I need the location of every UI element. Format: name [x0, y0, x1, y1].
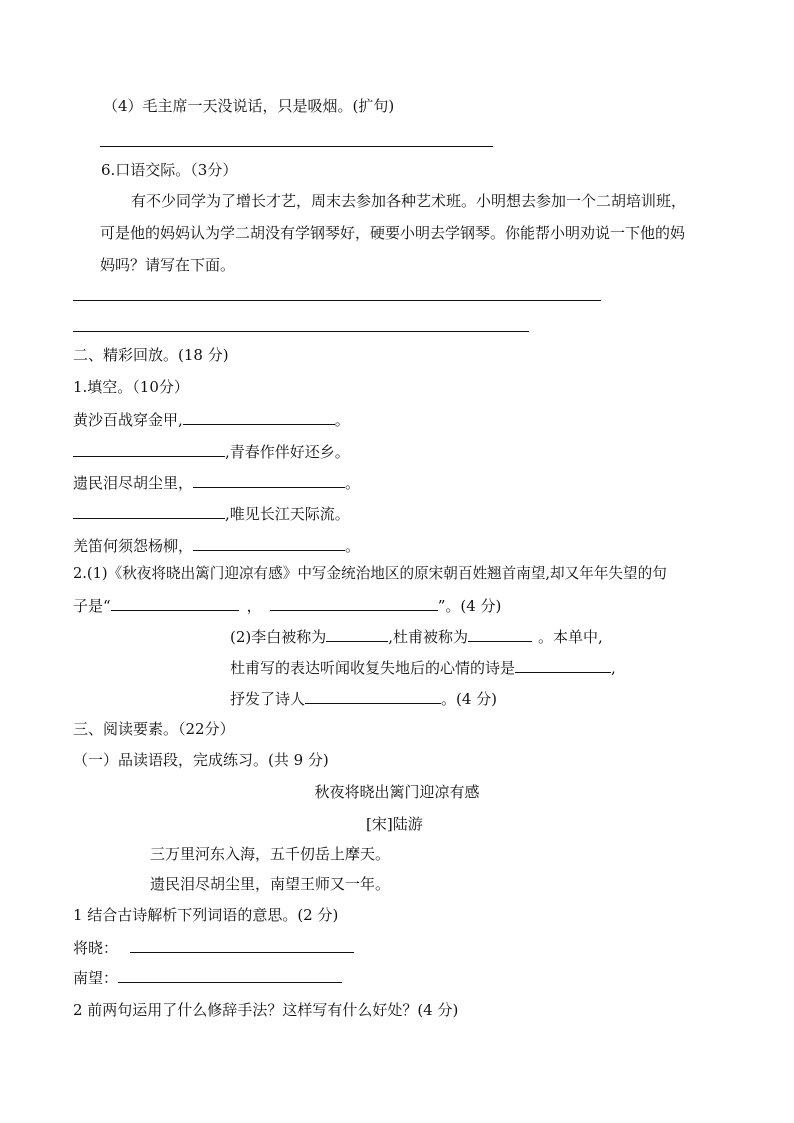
q2-1-answer-line: [73, 595, 501, 616]
q2-2-line-3: [230, 688, 497, 709]
q2-2-poem-text: 杜甫写的表达听闻收复失地后的心情的诗是: [230, 659, 516, 677]
fill-blank-line-4: [73, 503, 350, 524]
answer-line-q6-2[interactable]: [73, 331, 529, 332]
q2-2-blank-poem[interactable]: [515, 657, 611, 673]
q6-paragraph-line-2: 可是他的妈妈认为学二胡没有学钢琴好，硬要小明去学钢琴。你能帮小明劝说一下他的妈: [100, 224, 686, 242]
answer-blank-nanwang[interactable]: [118, 967, 342, 983]
section-3-heading: 三、阅读要素。（22分）: [73, 720, 235, 738]
q2-2-libai-text: (2)李白被称为: [230, 628, 327, 646]
reading-q1-word-1: [73, 937, 354, 958]
fill-line-4-text: ,唯见长江天际流。: [225, 505, 350, 523]
word-nanwang-label: 南望：: [73, 969, 119, 987]
q6-paragraph-line-1: 有不少同学为了增长才艺，周末去参加各种艺术班。小明想去参加一个二胡培训班，: [131, 192, 687, 210]
section-3-sub-heading: （一）品读语段，完成练习。(共 9 分): [73, 751, 329, 769]
fill-blank-line-2: [73, 441, 350, 462]
q2-2-blank-feeling[interactable]: [305, 688, 441, 704]
fill-blank-3[interactable]: [193, 472, 345, 488]
q2-2-line-2: [230, 657, 616, 678]
fill-line-5-end: 。: [345, 537, 361, 555]
q2-2-feeling-text: 抒发了诗人: [230, 690, 306, 708]
q2-2-comma: ,: [611, 659, 616, 677]
q2-1-comma: ，: [246, 597, 262, 615]
fill-blank-line-3: [73, 472, 360, 493]
answer-blank-jiangxiao[interactable]: [130, 937, 354, 953]
answer-line-q6-1[interactable]: [73, 300, 601, 301]
q2-1-blank-b[interactable]: [270, 595, 438, 611]
q2-2-line-1: [230, 626, 603, 647]
fill-line-3-text: 遗民泪尽胡尘里，: [73, 474, 194, 492]
poem-author: [宋]陆游: [366, 815, 423, 833]
question-4-text: （4）毛主席一天没说话，只是吸烟。(扩句): [103, 97, 395, 115]
fill-blank-4[interactable]: [73, 503, 225, 519]
fill-line-2-text: ,青春作伴好还乡。: [225, 443, 350, 461]
q2-2-dufu-text: ,杜甫被称为: [388, 628, 469, 646]
fill-blank-1[interactable]: [183, 409, 335, 425]
q6-paragraph-line-3: 妈吗？请写在下面。: [100, 256, 236, 274]
q2-2-unit-text: 。本单中,: [538, 628, 603, 646]
reading-q2-prompt: 2 前两句运用了什么修辞手法？这样写有什么好处？(4 分): [73, 1001, 459, 1019]
q2-2-score: 。(4 分): [441, 690, 498, 708]
reading-q1-title: 1 结合古诗解析下列词语的意思。(2 分): [73, 906, 339, 924]
poem-line-2: 遗民泪尽胡尘里，南望王师又一年。: [150, 875, 391, 893]
poem-title: 秋夜将晓出篱门迎凉有感: [314, 783, 480, 801]
question-6-title: 6.口语交际。（3分）: [101, 161, 238, 179]
fill-line-1-end: 。: [334, 411, 350, 429]
fill-blank-title: 1.填空。（10分）: [73, 378, 189, 396]
fill-line-1-text: 黄沙百战穿金甲,: [73, 411, 183, 429]
fill-blank-5[interactable]: [193, 535, 345, 551]
word-jiangxiao-label: 将晓：: [73, 939, 119, 957]
q2-1-blank-a[interactable]: [111, 595, 239, 611]
fill-line-5-text: 羌笛何须怨杨柳，: [73, 537, 194, 555]
fill-line-3-end: 。: [345, 474, 361, 492]
q2-1-prompt: 2.(1)《秋夜将晓出篱门迎凉有感》中写金统治地区的原宋朝百姓翘首南望,却又年年失望的句: [73, 565, 667, 582]
q2-2-blank-dufu[interactable]: [468, 626, 532, 642]
fill-blank-line-1: [73, 409, 350, 430]
reading-q1-word-2: [73, 967, 342, 988]
section-2-heading: 二、精彩回放。(18 分): [73, 346, 229, 364]
poem-line-1: 三万里河东入海，五千仞岳上摩天。: [150, 845, 391, 863]
fill-blank-2[interactable]: [73, 441, 225, 457]
fill-blank-line-5: [73, 535, 360, 556]
q2-2-blank-libai[interactable]: [326, 626, 388, 642]
q2-1-close: ”。(4 分): [437, 597, 502, 615]
answer-line-q4[interactable]: [100, 146, 493, 147]
q2-1-open-quote: 子是“: [73, 597, 111, 615]
